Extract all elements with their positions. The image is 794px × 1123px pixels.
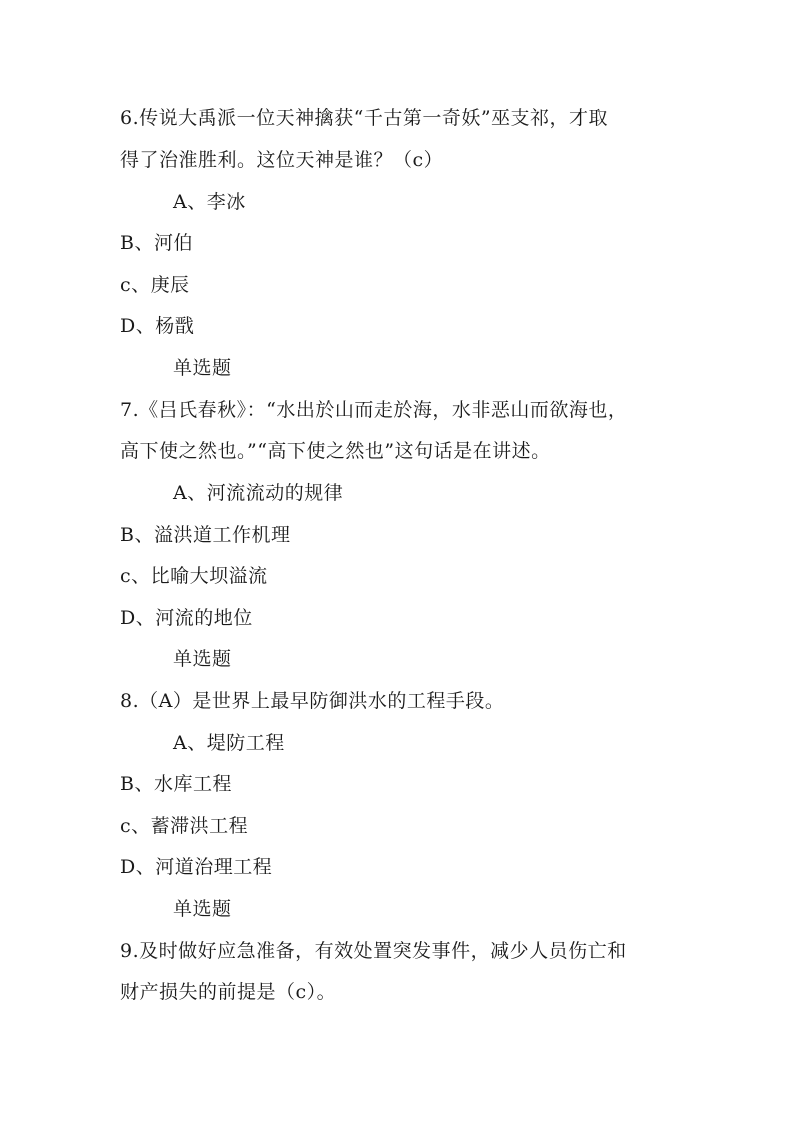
question-6-option-d: D、杨戬 — [120, 315, 195, 337]
question-7-option-a: A、河流流动的规律 — [173, 482, 344, 504]
question-7-stem-line-2: 高下使之然也。”“高下使之然也”这句话是在讲述。 — [120, 440, 551, 462]
question-8-option-a: A、堤防工程 — [173, 732, 285, 754]
question-7-stem-line-1: 7.《吕氏春秋》：“水出於山而走於海，水非恶山而欲海也， — [120, 399, 628, 421]
question-7-option-c: c、比喻大坝溢流 — [120, 565, 268, 587]
question-7-option-d: D、河流的地位 — [120, 607, 253, 629]
question-6-option-c: c、庚辰 — [120, 274, 190, 296]
question-6-stem-line-1: 6.传说大禹派一位天神擒获“千古第一奇妖”巫支祁，才取 — [120, 107, 609, 129]
question-6-stem-line-2: 得了治淮胜利。这位天神是谁？（c） — [120, 149, 444, 171]
question-6-option-b: B、河伯 — [120, 232, 193, 254]
question-6-type: 单选题 — [173, 357, 232, 379]
question-8-option-d: D、河道治理工程 — [120, 856, 273, 878]
question-6-option-a: A、李冰 — [173, 191, 246, 213]
question-8-option-c: c、蓄滞洪工程 — [120, 815, 249, 837]
question-8-stem-line-1: 8.（A）是世界上最早防御洪水的工程手段。 — [120, 690, 505, 712]
question-8-option-b: B、水库工程 — [120, 773, 232, 795]
question-9-stem-line-1: 9.及时做好应急准备，有效处置突发事件，减少人员伤亡和 — [120, 940, 627, 962]
question-7-type: 单选题 — [173, 648, 232, 670]
question-7-option-b: B、溢洪道工作机理 — [120, 524, 291, 546]
question-8-type: 单选题 — [173, 898, 232, 920]
question-9-stem-line-2: 财产损失的前提是（c）。 — [120, 981, 337, 1003]
